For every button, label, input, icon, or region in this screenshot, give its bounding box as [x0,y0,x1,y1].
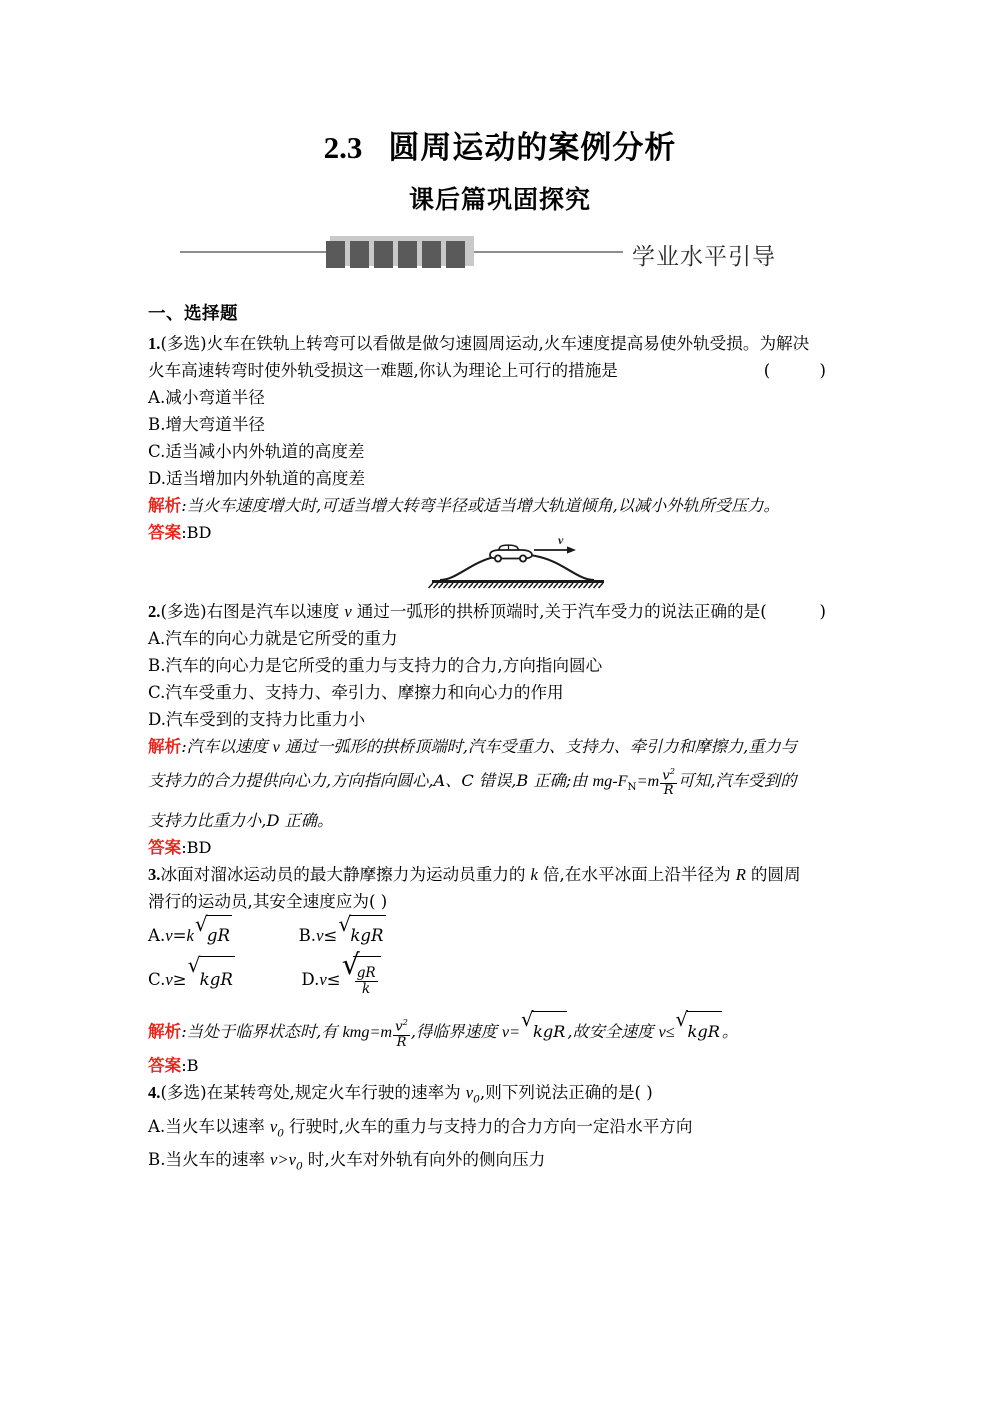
option-a-key: A. [148,926,166,946]
question-2-option-a: A.汽车的向心力就是它所受的重力 [148,629,398,648]
question-3 [148,861,848,1079]
option-b-post: 时,火车对外轨有向外的侧向压力 [307,1149,546,1169]
solution-label: 解析 [148,496,182,515]
question-3-stem-line2: 滑行的运动员,其安全速度应为( ) [148,892,388,912]
question-1-answer-value: :BD [181,523,212,542]
band-square [422,241,441,268]
answer-label: 答案 [148,1056,182,1076]
option-a-rel: = [172,926,187,946]
velocity-label: v [558,533,564,547]
band-square [326,241,345,268]
question-3-var-R: R [735,865,746,885]
option-b-sub: 0 [295,1159,303,1173]
question-3-number: 3. [148,865,161,885]
solution-label: 解析 [148,737,182,756]
radicand: kgR [199,956,235,1003]
band-rule-left [180,251,328,253]
page-subtitle: 课后篇巩固探究 [408,185,591,214]
question-2-option-d: D.汽车受到的支持力比重力小 [148,710,366,729]
question-3-option-a [148,912,232,946]
question-3-sqrt-1 [521,1008,567,1052]
exercise-body [148,300,848,1179]
question-2-formula-lhs-sub: N [627,781,637,794]
option-c-var: v [165,970,173,990]
fraction-denominator: R [660,783,677,798]
option-d-var: v [319,970,327,990]
question-1-stem-line2-row [148,357,848,384]
question-1-option-b: B.增大弯道半径 [148,415,266,434]
radical-sign: √ [187,953,201,978]
question-3-v2: v≤ [658,1023,675,1042]
question-1-number: 1. [148,334,161,353]
fraction-numerator: $v^2$ [395,1017,408,1035]
question-2-option-b: B.汽车的向心力是它所受的重力与支持力的合力,方向指向圆心 [148,656,603,675]
question-3-option-d [301,947,380,997]
question-3-option-c [148,953,235,990]
question-1-stem [148,330,848,357]
question-3-answer [148,1052,848,1079]
question-2-solution-part4: 可知,汽车受到的 [677,771,797,790]
radical-sign: √ [521,1008,534,1032]
fraction-numerator: gR [356,965,376,982]
radical-sign: √ [341,947,360,981]
option-a-var: v [269,1116,278,1136]
section-number: 2.3 [323,130,363,165]
option-a-post: 行驶时,火车的重力与支持力的合力方向一定沿水平方向 [288,1116,693,1136]
option-a-coef: k [186,926,194,946]
solution-label: 解析 [148,1022,182,1042]
question-3-solution-part2: ,得临界速度 [410,1022,497,1042]
band-square [398,241,417,268]
option-c-key: C. [148,970,166,990]
question-1-option-c: C.适当减小内外轨道的高度差 [148,442,365,461]
question-2-solution-part1: :汽车以速度 [181,737,268,756]
question-4-tag: (多选) [160,1083,207,1103]
option-d-sqrt [341,947,381,1003]
question-2-formula-eq: =m [636,772,660,790]
question-3-options-row2 [148,947,848,1003]
section-title: 圆周运动的案例分析 [388,130,677,166]
band-square [446,241,465,268]
answer-label: 答案 [148,523,182,542]
option-c-rel: ≥ [172,970,187,990]
fraction-denominator: R [393,1035,410,1050]
question-1-option-a: A.减小弯道半径 [148,388,265,407]
question-3-v1: v= [501,1023,521,1042]
option-d-rel: ≤ [326,970,341,990]
band-square [350,241,369,268]
section-heading: 一、选择题 [148,304,238,324]
question-1-tag: (多选) [160,334,207,353]
figure-spacer [148,546,848,598]
question-3-option-b [298,912,386,946]
option-b-var: v [316,926,324,946]
radical-sign: √ [194,912,208,937]
question-3-fraction [393,1018,410,1049]
question-4-stem-post: ,则下列说法正确的是( ) [479,1083,653,1103]
option-a-sub: 0 [277,1125,284,1139]
question-1-solution-text: :当火车速度增大时,可适当增大转弯半径或适当增大轨道倾角,以减小外轨所受压力。 [181,496,780,515]
question-3-solution-part4: 。 [721,1022,739,1042]
question-2-formula-fraction [660,767,677,798]
question-3-stem-c: 的圆周 [750,865,801,885]
question-4-stem-pre: 在某转弯处,规定火车行驶的速率为 [206,1083,461,1103]
question-2-stem [148,598,848,625]
question-2-tag: (多选) [160,602,207,621]
question-2-stem-pre: 右图是汽车以速度 [206,602,340,621]
band-rule-right [470,251,623,253]
question-4-option-a [148,1113,848,1146]
question-3-solution-part1: :当处于临界状态时,有 [181,1022,338,1042]
question-2-solution-line3: 支持力比重力小,D 正确。 [148,811,334,831]
option-b-pre: 当火车的速率 [165,1149,266,1169]
radical-sign: √ [675,1008,689,1032]
question-3-solution-part3: ,故安全速度 [567,1022,654,1042]
question-4-option-b [148,1146,848,1179]
fraction-denominator: k [355,981,378,996]
question-2-stem-post: 通过一弧形的拱桥顶端时,关于汽车受力的说法正确的是( [356,602,767,621]
question-3-solution [148,1008,848,1052]
question-4 [148,1079,848,1179]
answer-label: 答案 [148,838,182,858]
question-2-solution-part2: 通过一弧形的拱桥顶端时,汽车受重力、支持力、牵引力和摩擦力,重力与 [284,737,797,756]
question-1-stem-line1: 火车在铁轨上转弯可以看做是做匀速圆周运动,火车速度提高易使外轨受损。为解决 [206,334,810,353]
question-2-solution-part3: 支持力的合力提供向心力,方向指向圆心,A、C 错误,B 正确;由 [148,771,588,790]
question-2-answer-value: :BD [181,838,212,858]
question-2-number: 2. [148,602,161,621]
band-squares [326,236,476,270]
question-1 [148,330,848,546]
question-2-option-c: C.汽车受重力、支持力、牵引力、摩擦力和向心力的作用 [148,683,564,702]
question-3-sqrt-2 [675,1008,722,1052]
option-c-sqrt [187,953,235,1003]
question-1-answer-bracket: ( ) [763,361,848,380]
question-2-formula-lhs: mg-F [592,772,628,790]
question-3-stem-b: 倍,在水平冰面上沿半径为 [542,865,731,885]
question-1-answer [148,519,848,546]
question-2-answer [148,834,848,861]
option-b-rel: ≤ [323,926,338,946]
question-3-stem-line1 [148,861,848,888]
question-1-stem-line2: 火车高速转弯时使外轨受损这一难题,你认为理论上可行的措施是 [148,361,618,380]
question-4-stem-var-sub: 0 [473,1092,480,1106]
question-3-options-row1 [148,912,848,956]
radical-sign: √ [338,912,352,937]
question-4-stem [148,1079,848,1112]
question-1-option-d: D.适当增加内外轨道的高度差 [148,469,366,488]
option-b-key: B. [148,1149,166,1169]
option-a-sqrt [194,912,232,956]
question-2-stem-var: v [344,602,352,621]
radicand: gR [206,915,232,956]
question-2-solution-line2 [148,761,848,807]
option-a-var: v [165,926,173,946]
band-square [374,241,393,268]
question-4-number: 4. [148,1083,161,1103]
question-2-solution-var: v [272,738,280,756]
question-3-stem-a: 冰面对溜冰运动员的最大静摩擦力为运动员重力的 [160,865,526,885]
question-3-answer-value: :B [181,1056,199,1076]
question-2-solution-line1 [148,733,848,761]
radicand: kgR [349,915,385,956]
fraction-numerator: $v^2$ [662,766,675,784]
question-3-var-k: k [530,865,538,885]
question-1-solution [148,492,848,519]
question-2 [148,598,848,861]
option-d-key: D. [301,970,320,990]
option-b-var: v>v [270,1149,296,1169]
option-a-key: A. [148,1116,166,1136]
radicand: kgR [687,1011,722,1052]
option-a-pre: 当火车以速率 [165,1116,265,1136]
question-2-answer-bracket: ) [819,602,848,621]
band-label: 学业水平引导 [632,244,776,270]
radicand: kgR [532,1011,567,1052]
option-b-key: B. [298,926,317,946]
question-4-stem-var: v [465,1083,474,1103]
question-3-eq-lhs: kmg=m [342,1023,393,1042]
page-title [148,122,852,167]
